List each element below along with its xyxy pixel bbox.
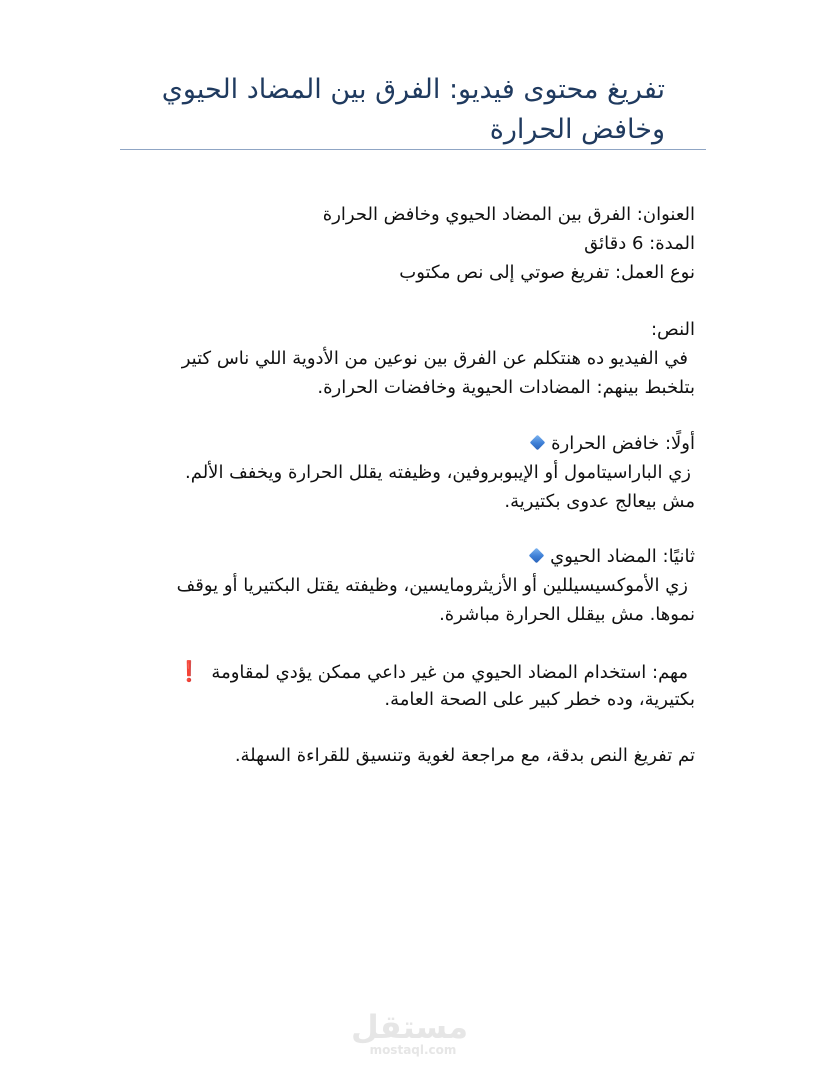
intro-line-2: بتلخبط بينهم: المضادات الحيوية وخافضات الحرارة. [317,377,695,398]
text-label: النص: [650,319,695,340]
watermark-arabic: مستقل [350,1008,468,1046]
title-divider [120,149,706,150]
section2-heading-text: ثانيًا: المضاد الحيوي [550,546,695,567]
section2-line-2: نموها. مش بيقلل الحرارة مباشرة. [439,604,695,625]
document-title: تفريغ محتوى فيديو: الفرق بين المضاد الحيوي وخافض الحرارة [161,74,665,145]
section2-heading [525,543,695,571]
important-line-2: بكتيرية، وده خطر كبير على الصحة العامة. [384,689,695,710]
important-text: مهم: استخدام المضاد الحيوي من غير داعي ممكن يؤدي لمقاومة [211,662,688,683]
meta-title-line: العنوان: الفرق بين المضاد الحيوي وخافض الحرارة [322,204,695,225]
closing-line: تم تفريغ النص بدقة، مع مراجعة لغوية وتنسيق للقراءة السهلة. [234,745,695,766]
meta-duration-line: المدة: 6 دقائق [584,233,695,254]
red-exclamation-icon: ❗ [176,659,202,683]
meta-work-type-line: نوع العمل: تفريغ صوتي إلى نص مكتوب [399,262,695,283]
important-line-1 [169,657,688,687]
section1-heading [526,430,695,458]
section1-line-1: زي الباراسيتامول أو الإيبوبروفين، وظيفته يقلل الحرارة ويخفف الألم. [185,462,691,483]
blue-diamond-icon [530,434,546,450]
intro-line-1: في الفيديو ده هنتكلم عن الفرق بين نوعين من الأدوية اللي ناس كتير [181,348,688,369]
section2-line-1: زي الأموكسيسيللين أو الأزيثرومايسين، وظيفته يقتل البكتيريا أو يوقف [176,575,688,596]
watermark-latin: mostaql.com [369,1043,457,1057]
blue-diamond-icon [529,547,545,563]
section1-line-2: مش بيعالج عدوى بكتيرية. [504,491,695,512]
mostaql-watermark-logo [350,1008,468,1057]
section1-heading-text: أولًا: خافض الحرارة [551,433,695,454]
